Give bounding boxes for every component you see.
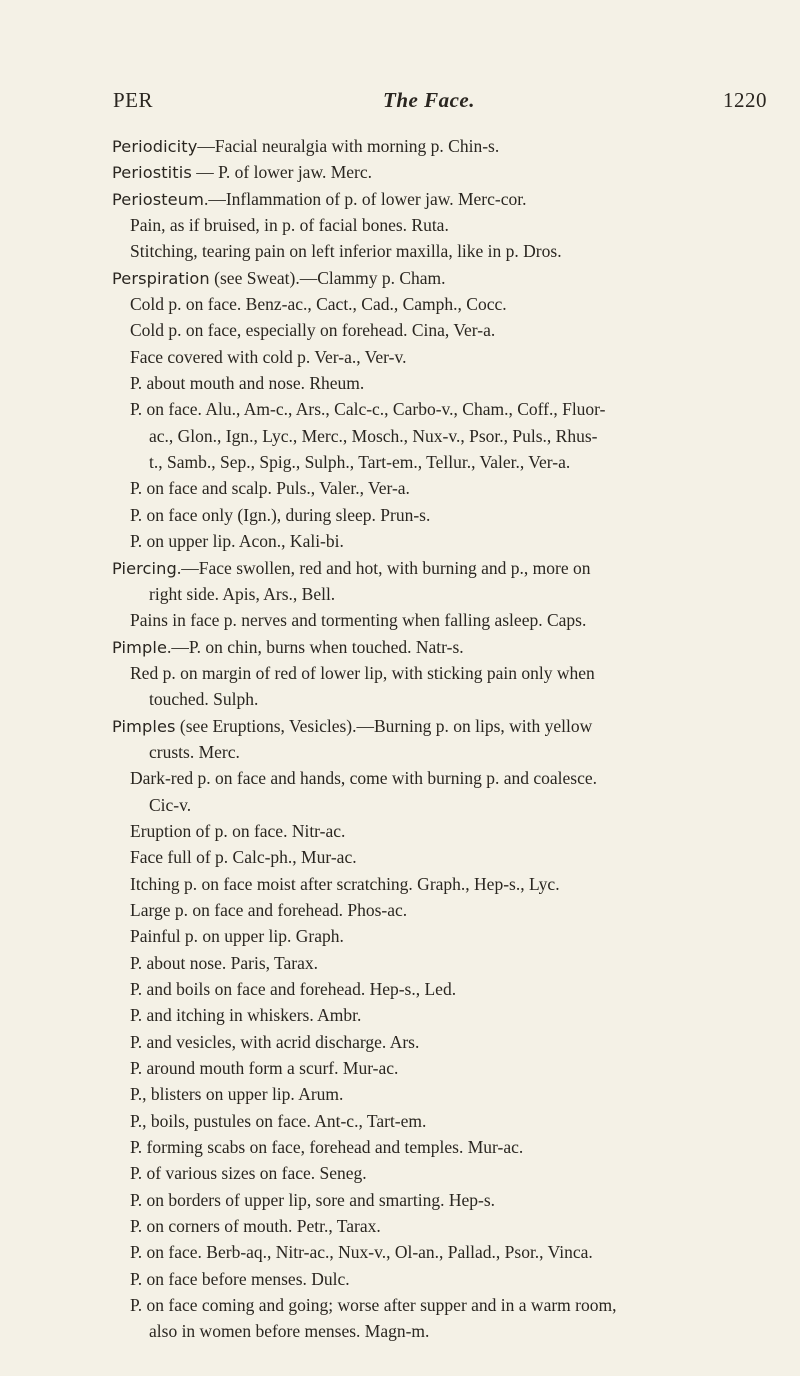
entry-text: Painful p. on upper lip. Graph. bbox=[130, 926, 344, 947]
entry-line bbox=[112, 950, 772, 976]
entry-text: P. about mouth and nose. Rheum. bbox=[130, 373, 365, 394]
entry-text: P. on face and scalp. Puls., Valer., Ver-a. bbox=[130, 478, 410, 499]
rubric-line bbox=[112, 265, 772, 291]
rubric-term: Periostitis bbox=[112, 163, 192, 183]
entry-line bbox=[112, 871, 772, 897]
entry-text: Face covered with cold p. Ver-a., Ver-v. bbox=[130, 346, 407, 367]
entry-text: Pain, as if bruised, in p. of facial bones. Ruta. bbox=[130, 215, 449, 236]
repertory-entries bbox=[112, 133, 772, 1345]
entry-text: P. on face coming and going; worse after supper and in a warm room, bbox=[130, 1295, 617, 1316]
entry-text: .—Inflammation of p. of lower jaw. Merc-cor. bbox=[203, 188, 527, 209]
entry-line bbox=[112, 291, 772, 317]
entry-text: P. on face only (Ign.), during sleep. Prun-s. bbox=[130, 504, 431, 525]
entry-text: t., Samb., Sep., Spig., Sulph., Tart-em., Tellur., Valer., Ver-a. bbox=[149, 452, 571, 473]
entry-text: P. on corners of mouth. Petr., Tarax. bbox=[130, 1216, 381, 1237]
entry-text: (see Eruptions, Vesicles).—Burning p. on lips, with yellow bbox=[175, 715, 593, 736]
rubric-term: Pimples bbox=[112, 716, 176, 736]
entry-text: — P. of lower jaw. Merc. bbox=[191, 162, 373, 183]
rubric-term: Pimple bbox=[112, 637, 168, 657]
entry-line bbox=[112, 1187, 772, 1213]
rubric-line bbox=[112, 186, 772, 212]
entry-text: Dark-red p. on face and hands, come with burning p. and coalesce. bbox=[130, 768, 597, 789]
entry-text: P. on face. Alu., Am-c., Ars., Calc-c., Carbo-v., Cham., Coff., Fluor- bbox=[130, 399, 606, 420]
rubric-line bbox=[112, 713, 772, 739]
entry-text: (see Sweat).—Clammy p. Cham. bbox=[209, 267, 446, 288]
entry-text: P. and itching in whiskers. Ambr. bbox=[130, 1005, 362, 1026]
entry-line bbox=[112, 423, 772, 449]
entry-text: Red p. on margin of red of lower lip, with sticking pain only when bbox=[130, 662, 595, 683]
rubric-line bbox=[112, 634, 772, 660]
rubric-term: Periosteum bbox=[112, 189, 204, 209]
entry-line bbox=[112, 818, 772, 844]
entry-text: P. and vesicles, with acrid discharge. Ars. bbox=[130, 1031, 420, 1052]
entry-line bbox=[112, 1108, 772, 1134]
entry-line bbox=[112, 897, 772, 923]
rubric-line bbox=[112, 159, 772, 185]
entry-text: P. forming scabs on face, forehead and temples. Mur-ac. bbox=[130, 1137, 524, 1158]
page-number: 1220 bbox=[723, 88, 767, 112]
entry-text: P. around mouth form a scurf. Mur-ac. bbox=[130, 1058, 399, 1079]
entry-text: Cold p. on face, especially on forehead. Cina, Ver-a. bbox=[130, 320, 496, 341]
entry-line bbox=[112, 976, 772, 1002]
entry-text: P. and boils on face and forehead. Hep-s., Led. bbox=[130, 979, 457, 999]
entry-line bbox=[112, 449, 772, 475]
header-section-abbrev: PER bbox=[113, 88, 154, 112]
entry-line bbox=[112, 370, 772, 396]
entry-text: Eruption of p. on face. Nitr-ac. bbox=[130, 820, 346, 841]
entry-text: Itching p. on face moist after scratching. Graph., Hep-s., Lyc. bbox=[130, 873, 560, 894]
entry-line bbox=[112, 396, 772, 422]
rubric-line bbox=[112, 555, 772, 581]
entry-line bbox=[112, 792, 772, 818]
entry-line bbox=[112, 581, 772, 607]
header-chapter-title: The Face. bbox=[383, 88, 475, 112]
entry-line bbox=[112, 660, 772, 686]
entry-line bbox=[112, 238, 772, 264]
rubric-term: Piercing bbox=[112, 558, 177, 578]
entry-line bbox=[112, 1239, 772, 1265]
entry-text: Cic-v. bbox=[149, 794, 192, 815]
entry-text: Pains in face p. nerves and tormenting when falling asleep. Caps. bbox=[130, 610, 587, 631]
entry-line bbox=[112, 686, 772, 712]
entry-text: P. on borders of upper lip, sore and smarting. Hep-s. bbox=[130, 1189, 496, 1210]
rubric-term: Periodicity bbox=[112, 137, 198, 156]
entry-text: P., boils, pustules on face. Ant-c., Tart-em. bbox=[130, 1110, 427, 1131]
entry-line bbox=[112, 344, 772, 370]
entry-text: Face full of p. Calc-ph., Mur-ac. bbox=[130, 847, 357, 868]
entry-line bbox=[112, 1081, 772, 1107]
entry-text: P. on upper lip. Acon., Kali-bi. bbox=[130, 531, 344, 552]
entry-line bbox=[112, 765, 772, 791]
entry-line bbox=[112, 1055, 772, 1081]
entry-line bbox=[112, 1134, 772, 1160]
entry-line bbox=[112, 607, 772, 633]
entry-text: .—P. on chin, burns when touched. Natr-s. bbox=[167, 636, 464, 657]
entry-text: crusts. Merc. bbox=[149, 741, 240, 762]
entry-text: P. on face. Berb-aq., Nitr-ac., Nux-v., Ol-an., Pallad., Psor., Vinca. bbox=[130, 1242, 593, 1263]
entry-text: P., blisters on upper lip. Arum. bbox=[130, 1084, 344, 1105]
entry-text: ac., Glon., Ign., Lyc., Merc., Mosch., Nux-v., Psor., Puls., Rhus- bbox=[149, 425, 598, 446]
entry-text: —Facial neuralgia with morning p. Chin-s. bbox=[197, 136, 500, 156]
entry-line bbox=[112, 1213, 772, 1239]
entry-line bbox=[112, 1292, 772, 1318]
entry-text: touched. Sulph. bbox=[149, 689, 259, 710]
entry-line bbox=[112, 1029, 772, 1055]
entry-text: .—Face swollen, red and hot, with burning and p., more on bbox=[176, 557, 591, 578]
entry-line bbox=[112, 739, 772, 765]
entry-line bbox=[112, 502, 772, 528]
entry-line bbox=[112, 1266, 772, 1292]
entry-text: also in women before menses. Magn-m. bbox=[149, 1321, 430, 1342]
entry-line bbox=[112, 923, 772, 949]
entry-text: right side. Apis, Ars., Bell. bbox=[149, 583, 336, 604]
entry-text: Stitching, tearing pain on left inferior maxilla, like in p. Dros. bbox=[130, 241, 562, 262]
entry-line bbox=[112, 528, 772, 554]
entry-text: Large p. on face and forehead. Phos-ac. bbox=[130, 899, 408, 920]
running-header bbox=[113, 88, 767, 114]
entry-text: Cold p. on face. Benz-ac., Cact., Cad., Camph., Cocc. bbox=[130, 294, 507, 315]
entry-text: P. about nose. Paris, Tarax. bbox=[130, 952, 319, 973]
entry-line bbox=[112, 1002, 772, 1028]
entry-line bbox=[112, 317, 772, 343]
entry-line bbox=[112, 475, 772, 501]
entry-line bbox=[112, 1160, 772, 1186]
entry-line bbox=[112, 844, 772, 870]
entry-line bbox=[112, 212, 772, 238]
entry-line bbox=[112, 1318, 772, 1344]
rubric-term: Perspiration bbox=[112, 268, 210, 288]
entry-text: P. on face before menses. Dulc. bbox=[130, 1268, 350, 1289]
rubric-line bbox=[112, 133, 772, 159]
entry-text: P. of various sizes on face. Seneg. bbox=[130, 1163, 367, 1184]
